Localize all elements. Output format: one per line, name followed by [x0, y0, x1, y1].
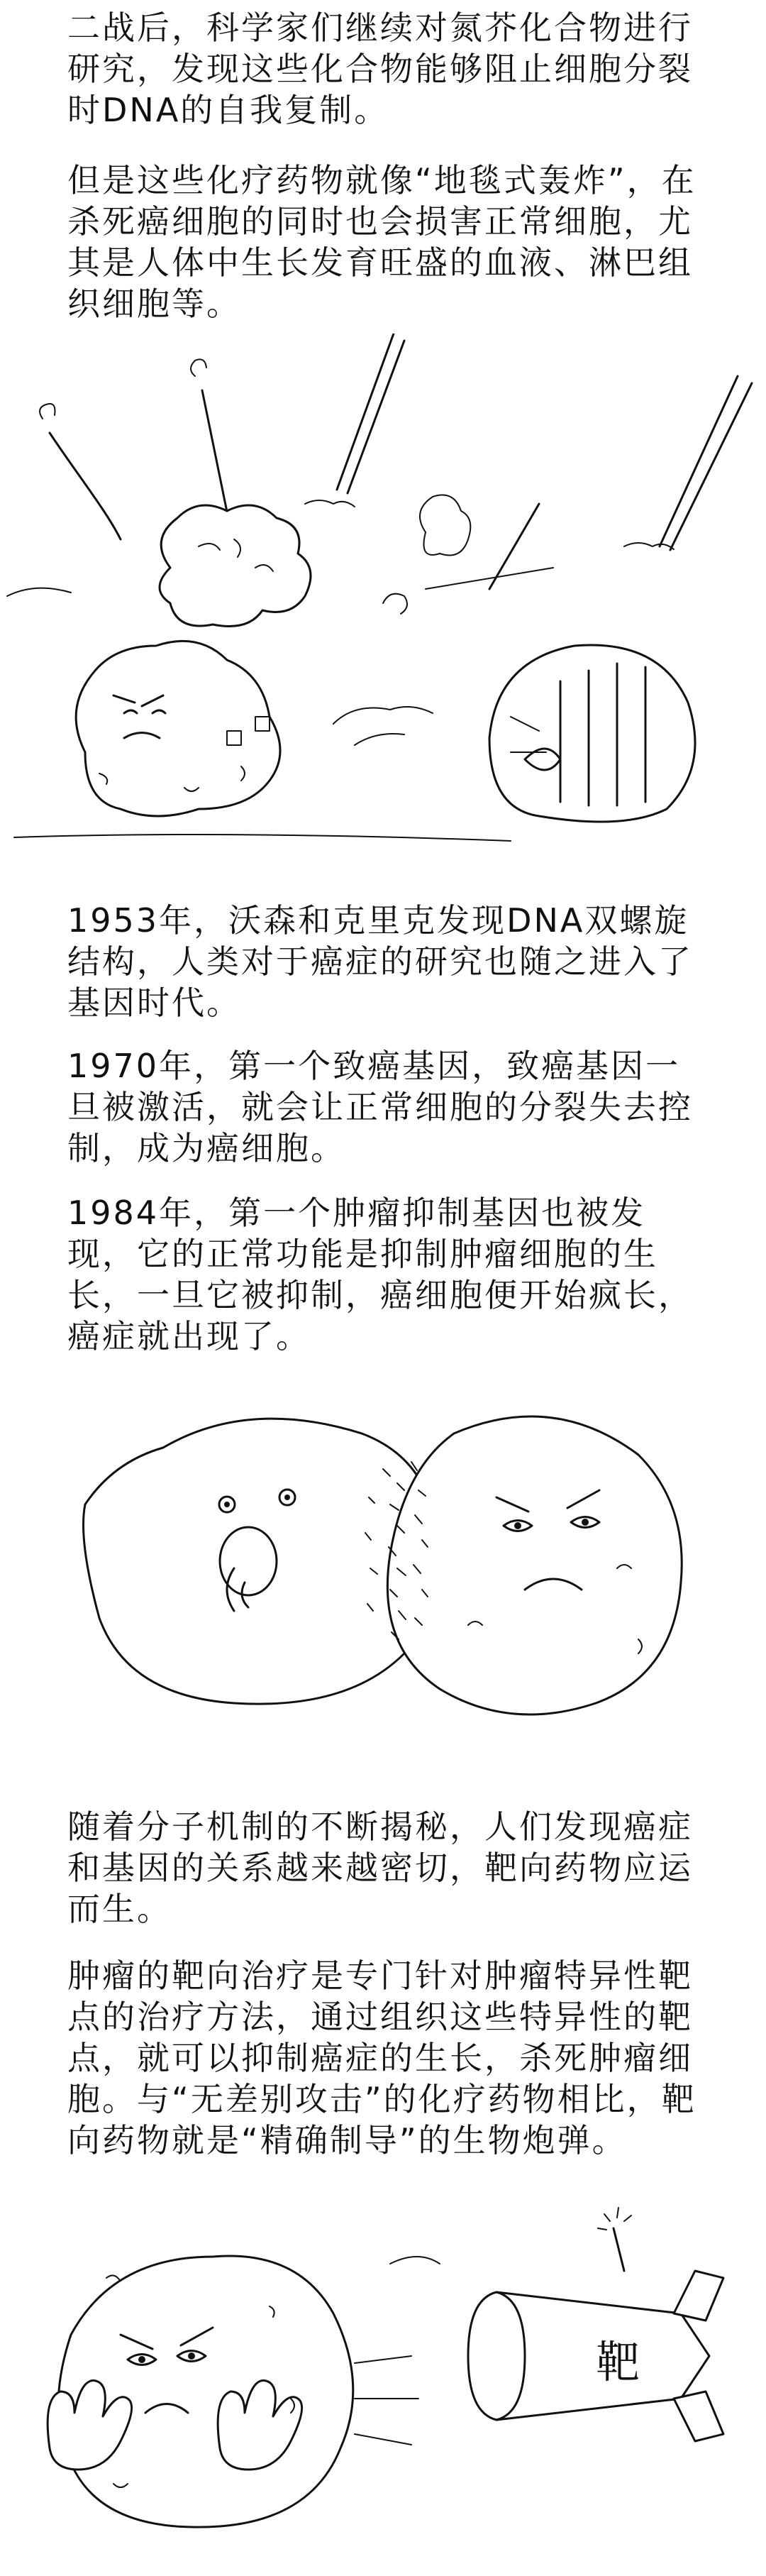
paragraph-nitrogen-mustard: 二战后，科学家们继续对氮芥化合物进行研究，发现这些化合物能够阻止细胞分裂时DNA的自我复制。 [67, 9, 693, 129]
paragraph-tumor-suppressor-gene: 1984年，第一个肿瘤抑制基因也被发现，它的正常功能是抑制肿瘤细胞的生长，一旦它被抑制，癌细胞便开始疯长，癌症就出现了。 [67, 1194, 693, 1355]
paragraph-oncogene: 1970年，第一个致癌基因，致癌基因一旦被激活，就会让正常细胞的分裂失去控制，成为癌细胞。 [67, 1047, 693, 1167]
paragraph-carpet-bombing: 但是这些化疗药物就像“地毯式轰炸”，在杀死癌细胞的同时也会损害正常细胞，尤其是人体中生长发育旺盛的血液、淋巴组织细胞等。 [67, 161, 696, 323]
illustration-targeted-missile [0, 2186, 766, 2576]
paragraph-targeted-drugs-emerge: 随着分子机制的不断揭秘，人们发现癌症和基因的关系越来越密切，靶向药物应运而生。 [67, 1807, 693, 1928]
missile-target-label: 靶 [596, 2336, 640, 2388]
paragraph-dna-double-helix: 1953年，沃森和克里克发现DNA双螺旋结构，人类对于癌症的研究也随之进入了基因时代。 [67, 901, 693, 1022]
illustration-carpet-bombing [0, 334, 766, 852]
paragraph-targeted-therapy: 肿瘤的靶向治疗是专门针对肿瘤特异性靶点的治疗方法，通过组织这些特异性的靶点，就可以抑制癌症的生长，杀死肿瘤细胞。与“无差别攻击”的化疗药物相比，靶向药物就是“精确制导”的生物炮弹。 [67, 1956, 696, 2159]
illustration-normal-cell-vs-cancer-cell [0, 1384, 766, 1760]
